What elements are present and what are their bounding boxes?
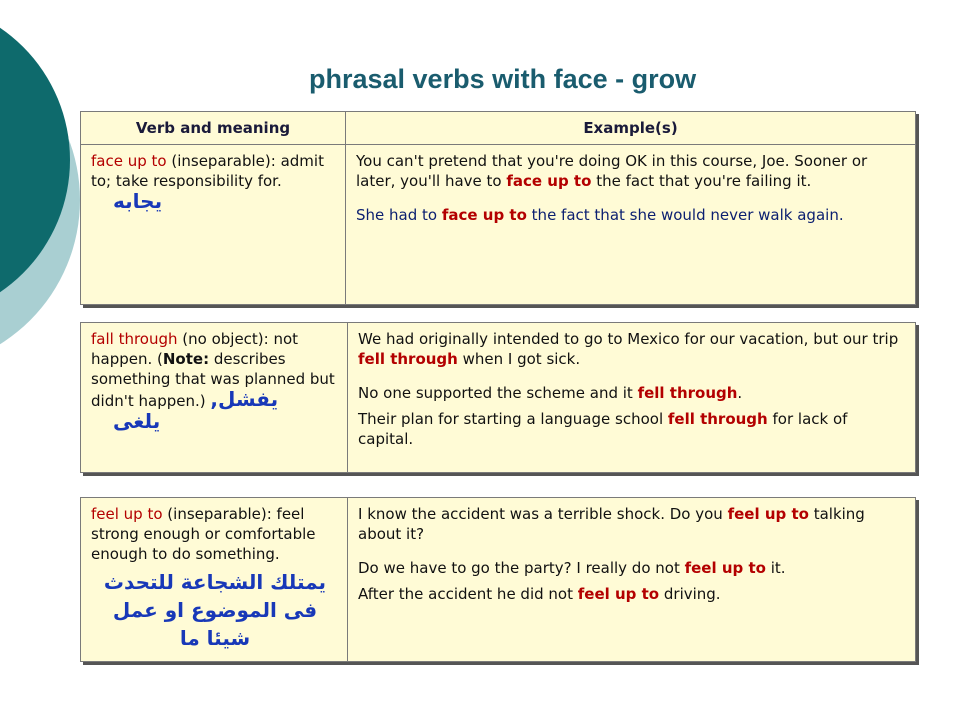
example-sentence: No one supported the scheme and it fell through. bbox=[358, 384, 743, 402]
phrasal-verb-table-2 bbox=[80, 322, 916, 473]
phrasal-verb: feel up to bbox=[91, 505, 163, 523]
example-sentence: Do we have to go the party? I really do not feel up to it. bbox=[358, 559, 786, 577]
table-row bbox=[81, 145, 916, 305]
verb-meaning: (inseparable): feel strong enough or comfortable enough to do something. bbox=[91, 505, 316, 563]
example-sentence: She had to face up to the fact that she would never walk again. bbox=[356, 206, 844, 224]
arabic-translation: يفشل, يلغى bbox=[113, 387, 279, 433]
example-sentence: Their plan for starting a language school fell through for lack of capital. bbox=[358, 410, 848, 448]
arabic-translation: يجابه bbox=[113, 189, 163, 213]
verb-meaning-cell bbox=[81, 145, 346, 305]
page-title: phrasal verbs with face - grow bbox=[309, 64, 697, 94]
phrasal-verb: fall through bbox=[91, 330, 178, 348]
verb-meaning: (inseparable): admit to; take responsibility for. bbox=[91, 152, 324, 190]
examples-cell bbox=[348, 498, 916, 662]
phrasal-verb: face up to bbox=[91, 152, 167, 170]
table-row bbox=[81, 323, 916, 473]
example-sentence: After the accident he did not feel up to driving. bbox=[358, 585, 721, 603]
header-examples: Example(s) bbox=[346, 112, 916, 145]
phrasal-verb-table-3 bbox=[80, 497, 916, 662]
arabic-translation: يمتلك الشجاعة للتحدث فى الموضوع او عمل شيئا ما bbox=[103, 570, 327, 650]
verb-meaning-cell bbox=[81, 498, 348, 662]
examples-cell bbox=[346, 145, 916, 305]
note-label: Note: bbox=[162, 350, 210, 368]
table-header-row bbox=[81, 112, 916, 145]
example-sentence: We had originally intended to go to Mexico for our vacation, but our trip fell through when I got sick. bbox=[358, 330, 899, 368]
header-verb-and-meaning: Verb and meaning bbox=[81, 112, 346, 145]
examples-cell bbox=[348, 323, 916, 473]
phrasal-verb-table-1 bbox=[80, 111, 916, 305]
verb-meaning-cell: fall through (no object): not happen. (Note: describes something that was planned but didn't happen.) يفشل, يلغى bbox=[81, 323, 348, 473]
table-row bbox=[81, 498, 916, 662]
example-sentence: You can't pretend that you're doing OK in this course, Joe. Sooner or later, you'll have to face up to the fact that you're failing it. bbox=[356, 152, 868, 190]
example-sentence: I know the accident was a terrible shock. Do you feel up to talking about it? bbox=[358, 505, 865, 543]
